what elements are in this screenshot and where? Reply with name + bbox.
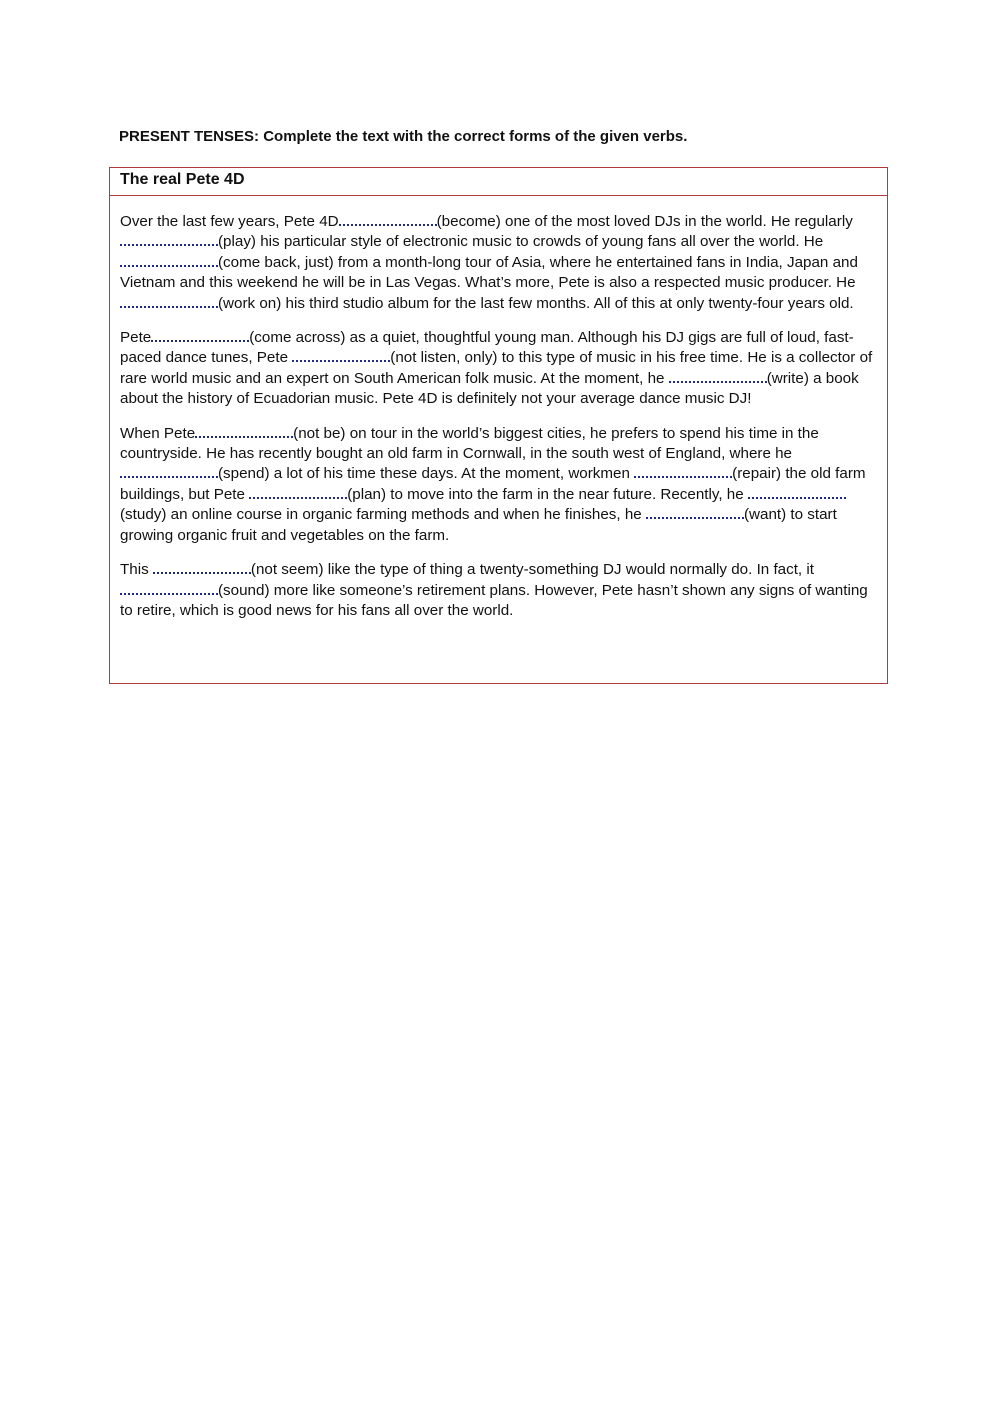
paragraph-text: (come across) as a quiet, thoughtful young man. Although his DJ gigs are full of loud, fast-paced dance tunes, Pete <box>120 329 854 367</box>
paragraph-text: (not seem) like the type of thing a twenty-something DJ would normally do. In fact, it <box>250 561 814 579</box>
paragraph-text: (study) an online course in organic farming methods and when he finishes, he <box>120 506 646 524</box>
answer-gap-1[interactable] <box>339 212 437 226</box>
paragraph-text: (not listen, only) to this type of music in his free time. He is a collector of rare world music and an expert on South American folk music. At the moment, he <box>120 349 873 387</box>
reading-text <box>110 196 887 621</box>
paragraph-text: (not be) on tour in the world’s biggest cities, he prefers to spend his time in the countryside. He has recently bought an old farm in Cornwall, in the south west of England, where he <box>120 424 819 463</box>
paragraph-text: (become) one of the most loved DJs in the world. He regularly <box>436 213 853 230</box>
paragraph-3 <box>120 424 878 546</box>
answer-gap-7[interactable] <box>669 369 767 383</box>
paragraph-1 <box>120 212 878 314</box>
answer-gap-10[interactable] <box>634 464 732 478</box>
box-title: The real Pete 4D <box>110 168 887 196</box>
answer-gap-6[interactable] <box>292 348 390 362</box>
instruction-label: PRESENT TENSES: <box>119 128 260 145</box>
answer-gap-15[interactable] <box>120 581 218 595</box>
reading-box <box>109 167 888 684</box>
paragraph-text: (come back, just) from a month-long tour of Asia, where he entertained fans in India, Japan and Vietnam and this weekend he will be in Las Vegas. What’s more, Pete is also a respected music producer. He <box>120 253 858 292</box>
paragraph-text: When Pete <box>120 424 196 442</box>
answer-gap-14[interactable] <box>153 560 251 574</box>
answer-gap-13[interactable] <box>646 505 744 519</box>
paragraph-4 <box>120 560 878 621</box>
paragraph-text: Over the last few years, Pete 4D <box>120 213 339 230</box>
answer-gap-5[interactable] <box>151 328 249 342</box>
answer-gap-8[interactable] <box>195 424 293 438</box>
answer-gap-4[interactable] <box>120 294 218 308</box>
paragraph-text: (repair) the old farm buildings, but Pete <box>120 465 866 503</box>
answer-gap-2[interactable] <box>120 232 218 246</box>
paragraph-text: (want) to start growing organic fruit and vegetables on the farm. <box>120 506 837 544</box>
answer-gap-3[interactable] <box>120 253 218 267</box>
instruction-line <box>119 128 687 145</box>
paragraph-text: This <box>120 561 153 579</box>
paragraph-text: (spend) a lot of his time these days. At the moment, workmen <box>218 465 635 483</box>
paragraph-text: (work on) his third studio album for the last few months. All of this at only twenty-four years old. <box>218 294 854 312</box>
answer-gap-11[interactable] <box>249 485 347 499</box>
paragraph-text: (sound) more like someone’s retirement plans. However, Pete hasn’t shown any signs of wanting to retire, which is good news for his fans all over the world. <box>120 581 868 619</box>
answer-gap-9[interactable] <box>120 464 218 478</box>
instruction-text: Complete the text with the correct forms of the given verbs. <box>259 128 688 145</box>
paragraph-text: (play) his particular style of electronic music to crowds of young fans all over the world. He <box>218 233 824 251</box>
paragraph-text: (plan) to move into the farm in the near future. Recently, he <box>347 485 748 503</box>
paragraph-2 <box>120 328 878 410</box>
paragraph-text: Pete <box>120 329 152 347</box>
paragraph-text: (write) a book about the history of Ecuadorian music. Pete 4D is definitely not your average dance music DJ! <box>120 369 859 408</box>
answer-gap-12[interactable] <box>748 485 846 499</box>
